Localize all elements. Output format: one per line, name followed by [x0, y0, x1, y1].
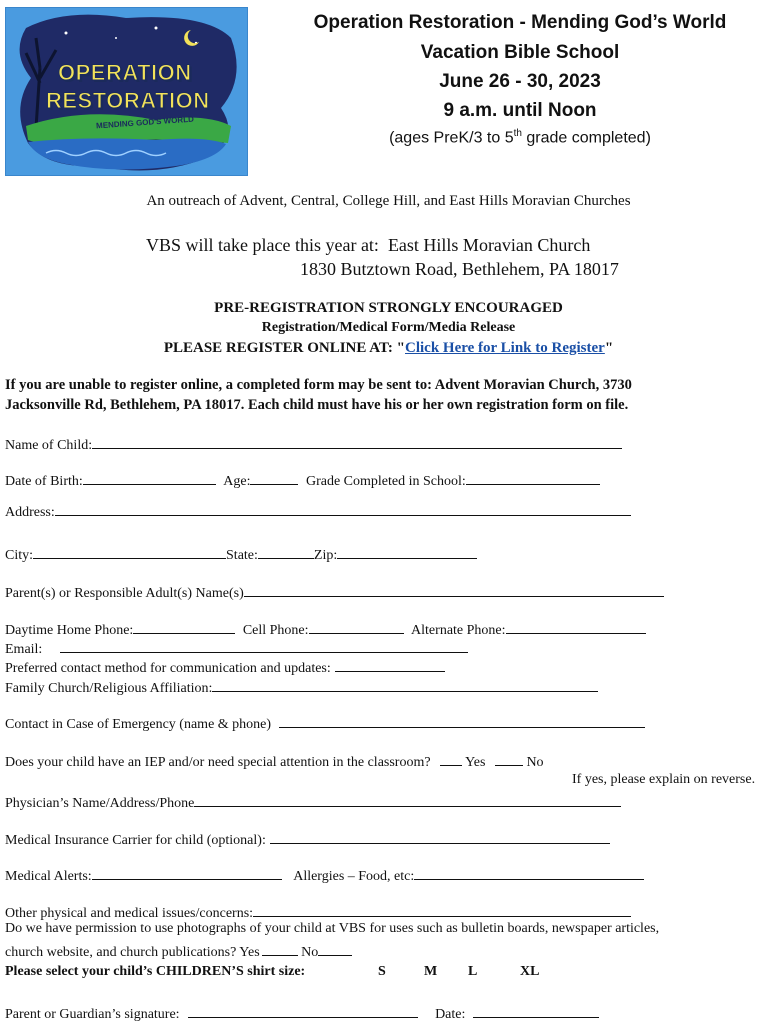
medical-alerts-field[interactable] — [92, 865, 282, 880]
location-line1 — [146, 235, 590, 256]
date-field[interactable] — [473, 1003, 599, 1018]
photo-yes-field[interactable] — [262, 941, 298, 956]
iep-no-field[interactable] — [495, 751, 523, 766]
other-issues-label: Other physical and medical issues/concerns: — [5, 906, 254, 921]
iep-yes-label: Yes — [465, 755, 486, 770]
address-field[interactable] — [55, 501, 631, 516]
alt-phone-field[interactable] — [506, 619, 646, 634]
iep-question: Does your child have an IEP and/or need special attention in the classroom? — [5, 755, 431, 770]
logo-word-operation: OPERATION — [58, 60, 192, 85]
cell-phone-label: Cell Phone: — [242, 623, 309, 638]
insurance-field[interactable] — [270, 829, 610, 844]
grade-label: Grade Completed in School: — [305, 474, 466, 489]
online-suffix: " — [604, 340, 614, 356]
other-issues-row — [5, 902, 631, 922]
address-label: Address: — [5, 505, 55, 520]
parents-row — [5, 582, 664, 602]
dob-field[interactable] — [83, 470, 216, 485]
grade-field[interactable] — [466, 470, 600, 485]
name-of-child-field[interactable] — [92, 434, 622, 449]
ages-suffix: grade completed) — [521, 129, 651, 147]
event-subtitle: Vacation Bible School — [420, 42, 620, 63]
daytime-phone-field[interactable] — [133, 619, 235, 634]
church-label: Family Church/Religious Affiliation: — [5, 681, 213, 696]
state-label: State: — [226, 548, 258, 563]
iep-no-label: No — [526, 755, 544, 770]
parents-label: Parent(s) or Responsible Adult(s) Name(s) — [5, 586, 244, 601]
age-label: Age: — [223, 474, 251, 489]
daytime-phone-label: Daytime Home Phone: — [5, 623, 134, 638]
iep-note: If yes, please explain on reverse. — [572, 772, 756, 787]
photo-no-field[interactable] — [318, 941, 352, 956]
zip-field[interactable] — [337, 544, 477, 559]
iep-yes-field[interactable] — [440, 751, 462, 766]
photo-question-end: church website, and church publications? Yes — [5, 945, 260, 960]
ages-sup: th — [513, 128, 522, 139]
medical-alerts-label: Medical Alerts: — [5, 869, 92, 884]
address-row — [5, 501, 631, 521]
shirt-size-m[interactable]: M — [424, 964, 438, 979]
phones-row — [5, 619, 646, 639]
shirt-size-xl[interactable]: XL — [520, 964, 540, 979]
signature-label: Parent or Guardian’s signature: — [5, 1007, 180, 1022]
notice-line2: Jacksonville Rd, Bethlehem, PA 18017. Each child must have his or her own registration form on file. — [5, 397, 629, 413]
logo-tagline: MENDING GOD'S WORLD — [95, 114, 195, 131]
signature-row — [5, 1003, 599, 1023]
shirt-row — [5, 964, 305, 980]
location-label: VBS will take place this year at: — [146, 235, 379, 255]
zip-label: Zip: — [313, 548, 338, 563]
physician-field[interactable] — [194, 792, 621, 807]
event-time: 9 a.m. until Noon — [443, 100, 597, 121]
location-address: 1830 Butztown Road, Bethlehem, PA 18017 — [300, 259, 619, 279]
contact-method-row — [5, 657, 445, 677]
shirt-size-s[interactable]: S — [378, 964, 386, 979]
state-field[interactable] — [258, 544, 314, 559]
register-link[interactable]: Click Here for Link to Register — [405, 340, 605, 356]
other-issues-field[interactable] — [253, 902, 631, 917]
parents-field[interactable] — [244, 582, 664, 597]
vbs-logo — [5, 7, 248, 176]
dob-row — [5, 470, 600, 490]
physician-label: Physician’s Name/Address/Phone — [5, 796, 195, 811]
prereg-forms: Registration/Medical Form/Media Release — [261, 320, 516, 335]
logo-word-restoration: RESTORATION — [46, 88, 210, 113]
city-label: City: — [5, 548, 34, 563]
cell-phone-field[interactable] — [309, 619, 404, 634]
notice-line1: If you are unable to register online, a completed form may be sent to: Advent Moravian Church, 3730 — [5, 377, 632, 393]
physician-row — [5, 792, 621, 812]
location-church: East Hills Moravian Church — [387, 235, 591, 255]
name-of-child-row — [5, 434, 622, 454]
iep-row — [5, 751, 544, 771]
shirt-label: Please select your child’s CHILDREN’S shirt size: — [5, 964, 306, 979]
photo-row2 — [5, 941, 352, 961]
photo-line1: Do we have permission to use photographs of your child at VBS for uses such as bulletin boards, newspaper articles, — [5, 921, 660, 936]
emergency-label: Contact in Case of Emergency (name & phone) — [5, 717, 272, 732]
shirt-size-l[interactable]: L — [468, 964, 478, 979]
allergies-label: Allergies – Food, etc: — [293, 869, 415, 884]
alt-phone-label: Alternate Phone: — [411, 623, 506, 638]
event-title: Operation Restoration - Mending God’s World — [313, 12, 727, 33]
photo-no-label: No — [301, 945, 319, 960]
signature-field[interactable] — [188, 1003, 418, 1018]
email-field[interactable] — [60, 638, 468, 653]
emergency-row — [5, 713, 645, 733]
contact-method-label: Preferred contact method for communication and updates: — [5, 661, 331, 676]
city-row — [5, 544, 477, 564]
church-row — [5, 677, 598, 697]
email-label: Email: — [5, 642, 43, 657]
ages-prefix: (ages PreK/3 to 5 — [389, 129, 514, 147]
city-field[interactable] — [33, 544, 226, 559]
insurance-row — [5, 829, 610, 849]
emergency-field[interactable] — [279, 713, 645, 728]
event-ages — [285, 128, 755, 147]
prereg-heading: PRE-REGISTRATION STRONGLY ENCOURAGED — [214, 300, 563, 316]
email-row — [5, 638, 468, 658]
prereg-online — [0, 340, 777, 357]
online-prefix: PLEASE REGISTER ONLINE AT: " — [163, 340, 405, 356]
contact-method-field[interactable] — [335, 657, 445, 672]
dob-label: Date of Birth: — [5, 474, 83, 489]
outreach-text: An outreach of Advent, Central, College Hill, and East Hills Moravian Churches — [146, 193, 631, 209]
name-of-child-label: Name of Child: — [5, 438, 93, 453]
church-field[interactable] — [212, 677, 598, 692]
age-field[interactable] — [250, 470, 298, 485]
medical-row — [5, 865, 644, 885]
event-dates: June 26 - 30, 2023 — [439, 71, 601, 92]
date-label: Date: — [435, 1007, 466, 1022]
allergies-field[interactable] — [414, 865, 644, 880]
insurance-label: Medical Insurance Carrier for child (optional): — [5, 833, 266, 848]
